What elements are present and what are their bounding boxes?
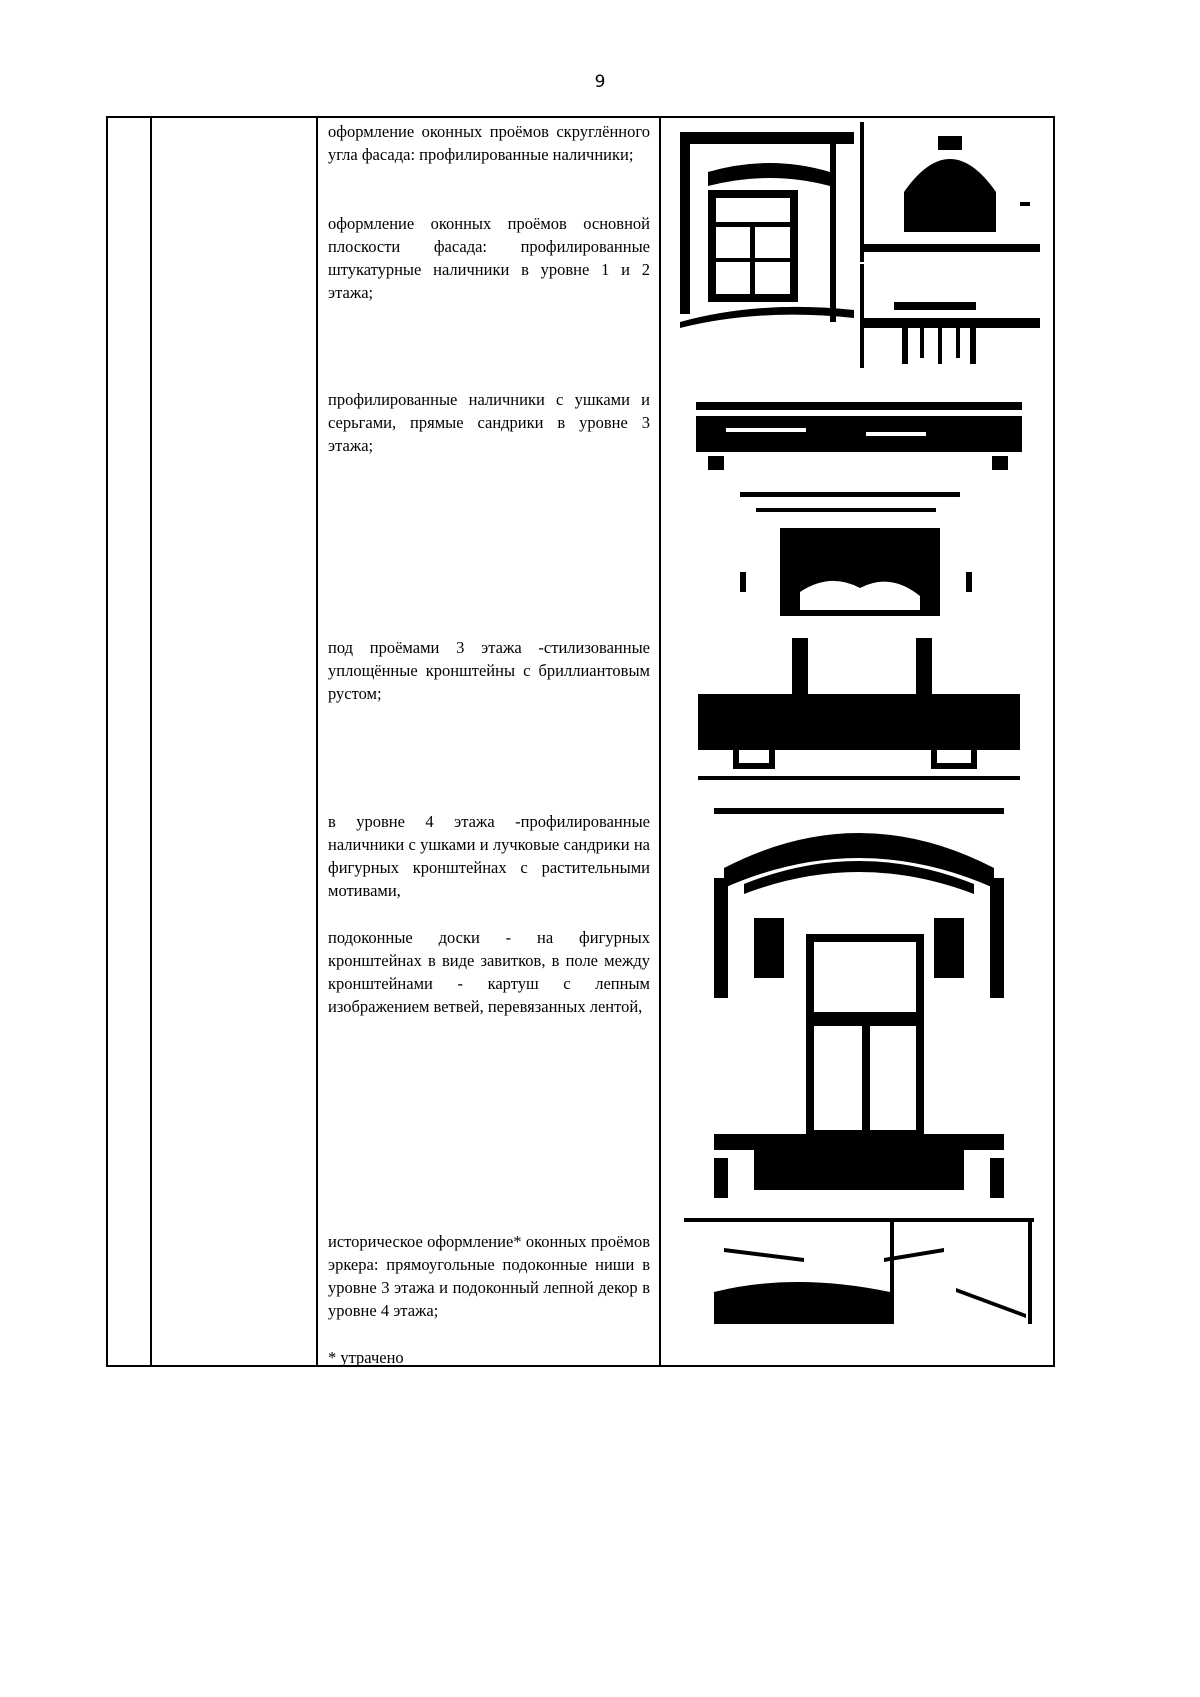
footnote-lost: * утрачено	[328, 1348, 404, 1367]
description-paragraph-1: оформление оконных проёмов скруглённого угла фасада: профилированные наличники;	[328, 122, 650, 164]
main-facade-window-photo	[860, 264, 1040, 368]
description-paragraph-7: историческое оформление* оконных проёмов эркера: прямоугольные подоконные ниши в уровне 3 этажа и подоконный лепной декор в уровне 4 этажа;	[328, 1232, 650, 1320]
description-paragraph-2: оформление оконных проёмов основной плоскости фасада: профилированные штукатурные наличники в уровне 1 и 2 этажа;	[328, 214, 650, 302]
description-paragraph-5: в уровне 4 этажа -профилированные наличники с ушками и лучковые сандрики на фигурных кронштейнах с растительными мотивами,	[328, 812, 650, 900]
column-divider-3	[659, 118, 661, 1365]
corner-window-photo	[680, 132, 854, 328]
description-paragraph-3: профилированные наличники с ушками и серьгами, прямые сандрики в уровне 3 этажа;	[328, 390, 650, 455]
column-divider-1	[150, 118, 152, 1365]
description-paragraph-6: подоконные доски - на фигурных кронштейнах в виде завитков, в поле между кронштейнами - картуш с лепным изображением ветвей, перевязанных лентой,	[328, 928, 650, 1016]
description-paragraph-4: под проёмами 3 этажа -стилизованные уплощённые кронштейны с бриллиантовым рустом;	[328, 638, 650, 703]
brackets-photo	[698, 638, 1020, 790]
page-number: 9	[594, 72, 606, 92]
bay-window-photo	[684, 1218, 1034, 1328]
third-floor-sandrik-photo	[696, 402, 1022, 474]
arched-window-photo	[860, 122, 1040, 262]
column-divider-2	[316, 118, 318, 1365]
protection-table	[106, 116, 1055, 1367]
third-floor-window-photo	[720, 492, 980, 618]
fourth-floor-window-photo	[714, 808, 1004, 1214]
